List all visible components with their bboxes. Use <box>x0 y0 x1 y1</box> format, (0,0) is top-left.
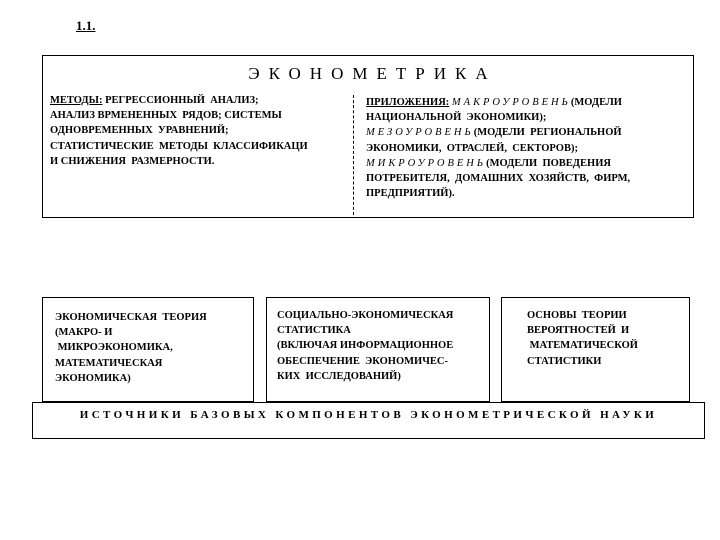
methods-line-0: РЕГРЕССИОННЫЙ АНАЛИЗ; <box>102 95 259 106</box>
meso-level: МЕЗОУРОВЕНЬ <box>366 127 474 139</box>
micro-line-3: ПРЕДПРИЯТИЙ). <box>366 188 455 200</box>
economic-theory-text: ЭКОНОМИЧЕСКАЯ ТЕОРИЯ (МАКРО- И МИКРОЭКОНОМИКА, МАТЕМАТИЧЕСКАЯ ЭКОНОМИКА) <box>55 312 207 384</box>
micro-desc: (МОДЕЛИ ПОВЕДЕНИЯ <box>486 157 611 169</box>
methods-text <box>50 93 308 169</box>
macro-level: МАКРОУРОВЕНЬ <box>451 97 571 108</box>
econometrics-title: ЭКОНОМЕТРИКА <box>248 64 497 83</box>
methods-line-4: И СНИЖЕНИЯ РАЗМЕРНОСТИ. <box>50 155 215 167</box>
meso-line-2: ЭКОНОМИКИ, ОТРАСЛЕЙ, СЕКТОРОВ); <box>366 142 578 154</box>
methods-line-2: ОДНОВРЕМЕННЫХ УРАВНЕНИЙ; <box>50 125 229 137</box>
macro-line-2: НАЦИОНАЛЬНОЙ ЭКОНОМИКИ); <box>366 112 547 124</box>
probability-theory-text: ОСНОВЫ ТЕОРИИ ВЕРОЯТНОСТЕЙ И МАТЕМАТИЧЕСКОЙ СТАТИСТИКИ <box>527 310 638 367</box>
methods-line-1: АНАЛИЗ ВРМЕНЕННЫХ РЯДОВ; СИСТЕМЫ <box>50 110 282 122</box>
meso-desc: (МОДЕЛИ РЕГИОНАЛЬНОЙ <box>473 127 622 139</box>
macro-desc: (МОДЕЛИ <box>570 97 622 108</box>
socio-economic-statistics-text: СОЦИАЛЬНО-ЭКОНОМИЧЕСКАЯ СТАТИСТИКА (ВКЛЮЧАЯ ИНФОРМАЦИОННОЕ ОБЕСПЕЧЕНИЕ ЭКОНОМИЧЕС- КИХ ИССЛЕДОВАНИЙ) <box>277 310 454 382</box>
applications-label: ПРИЛОЖЕНИЯ: <box>366 97 450 108</box>
micro-line-2: ПОТРЕБИТЕЛЯ, ДОМАШНИХ ХОЗЯЙСТВ, ФИРМ, <box>366 173 631 185</box>
figure-number: 1.1. <box>76 18 96 33</box>
applications-text <box>366 95 630 201</box>
methods-line-3: СТАТИСТИЧЕСКИЕ МЕТОДЫ КЛАССИФИКАЦИ <box>50 140 308 152</box>
methods-label: МЕТОДЫ: <box>50 95 103 106</box>
sources-label: ИСТОЧНИКИ БАЗОВЫХ КОМПОНЕНТОВ ЭКОНОМЕТРИЧЕСКОЙ НАУКИ <box>79 409 658 421</box>
dashed-divider <box>353 95 354 215</box>
micro-level: МИКРОУРОВЕНЬ <box>366 157 487 169</box>
